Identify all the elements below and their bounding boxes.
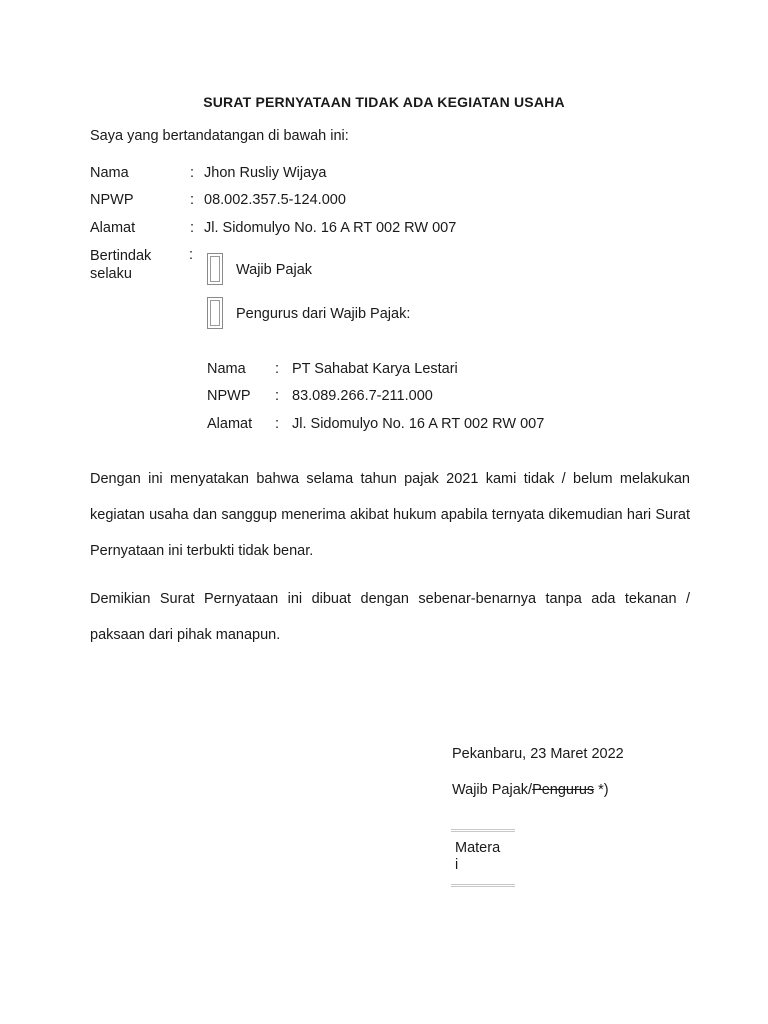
- company-nama: [207, 361, 458, 377]
- place-date: Pekanbaru, 23 Maret 2022: [452, 746, 624, 762]
- statement-paragraph: Dengan ini menyatakan bahwa selama tahun pajak 2021 kami tidak / belum melakukan kegiatan usaha dan sanggup menerima akibat hukum apabila ternyata dikemudian hari Surat Pernyataan ini terbukti tidak benar.: [90, 471, 690, 559]
- intro-text: Saya yang bertandatangan di bawah ini:: [90, 128, 349, 144]
- company-npwp-label: NPWP: [207, 388, 251, 404]
- signatory-role: [452, 782, 609, 798]
- company-nama-label: Nama: [207, 361, 246, 377]
- company-alamat-value: Jl. Sidomulyo No. 16 A RT 002 RW 007: [292, 416, 545, 432]
- materai-label-line1: Matera: [455, 840, 501, 856]
- field-alamat-value: Jl. Sidomulyo No. 16 A RT 002 RW 007: [204, 220, 457, 236]
- field-colon: :: [275, 388, 280, 404]
- role-prefix: Wajib Pajak/: [452, 782, 533, 798]
- field-alamat: [90, 220, 456, 236]
- field-alamat-label: Alamat: [90, 220, 136, 236]
- field-bertindak-label: [90, 247, 190, 283]
- field-nama: [90, 165, 327, 181]
- field-npwp-label: NPWP: [90, 192, 134, 208]
- company-npwp-value: 83.089.266.7-211.000: [292, 388, 433, 404]
- field-nama-value: Jhon Rusliy Wijaya: [204, 165, 327, 181]
- field-colon: :: [190, 220, 195, 236]
- company-nama-value: PT Sahabat Karya Lestari: [292, 361, 458, 377]
- company-alamat: [207, 416, 544, 432]
- field-nama-label: Nama: [90, 165, 129, 181]
- wajib-pajak-option-label: Wajib Pajak: [236, 262, 313, 278]
- wajib-pajak-checkbox[interactable]: [207, 253, 223, 285]
- field-colon: :: [189, 247, 194, 263]
- field-bertindak-label-line1: Bertindak: [90, 248, 152, 264]
- field-colon: :: [190, 165, 195, 181]
- field-colon: :: [275, 361, 280, 377]
- field-colon: :: [275, 416, 280, 432]
- materai-label-line2: i: [455, 857, 459, 873]
- role-struck: Pengurus: [532, 782, 595, 798]
- field-bertindak-label-line2: selaku: [90, 266, 132, 282]
- document-title: SURAT PERNYATAAN TIDAK ADA KEGIATAN USAHA: [203, 94, 565, 110]
- company-alamat-label: Alamat: [207, 416, 253, 432]
- pengurus-option-label: Pengurus dari Wajib Pajak:: [236, 306, 411, 322]
- role-suffix: *): [594, 782, 609, 798]
- field-colon: :: [190, 192, 195, 208]
- field-npwp: [90, 192, 346, 208]
- materai-label: [455, 840, 513, 874]
- company-npwp: [207, 388, 433, 404]
- pengurus-checkbox[interactable]: [207, 297, 223, 329]
- field-npwp-value: 08.002.357.5-124.000: [204, 192, 346, 208]
- closing-paragraph: Demikian Surat Pernyataan ini dibuat dengan sebenar-benarnya tanpa ada tekanan / paksaan dari pihak manapun.: [90, 591, 690, 643]
